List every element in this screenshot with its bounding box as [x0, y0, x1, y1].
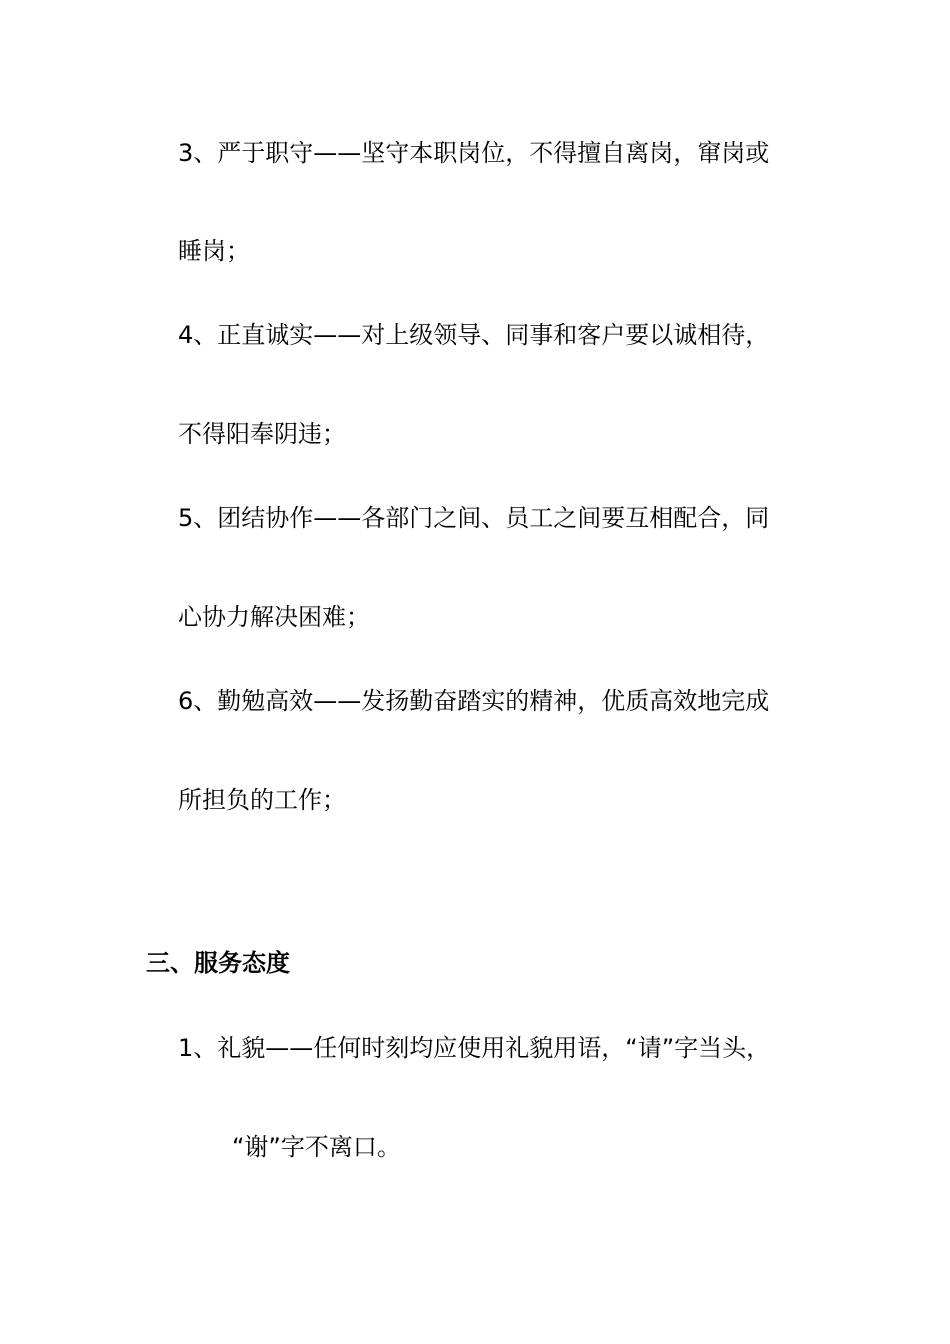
section-item-1-line-1: 1、礼貌——任何时刻均应使用礼貌用语，“请”字当头， [178, 1034, 771, 1062]
section-heading: 三、服务态度 [146, 949, 290, 977]
item-6-line-2: 所担负的工作； [178, 786, 346, 814]
item-4-line-1: 4、正直诚实——对上级领导、同事和客户要以诚相待， [178, 321, 770, 349]
item-5-line-2: 心协力解决困难； [178, 603, 370, 631]
item-4-line-2: 不得阳奉阴违； [178, 420, 346, 448]
item-3-line-1: 3、严于职守——坚守本职岗位，不得擅自离岗，窜岗或 [178, 139, 770, 167]
section-item-1-line-2: “谢”字不离口。 [232, 1133, 401, 1161]
item-5-line-1: 5、团结协作——各部门之间、员工之间要互相配合，同 [178, 504, 770, 532]
item-6-line-1: 6、勤勉高效——发扬勤奋踏实的精神，优质高效地完成 [178, 687, 770, 715]
item-3-line-2: 睡岗； [178, 237, 250, 265]
